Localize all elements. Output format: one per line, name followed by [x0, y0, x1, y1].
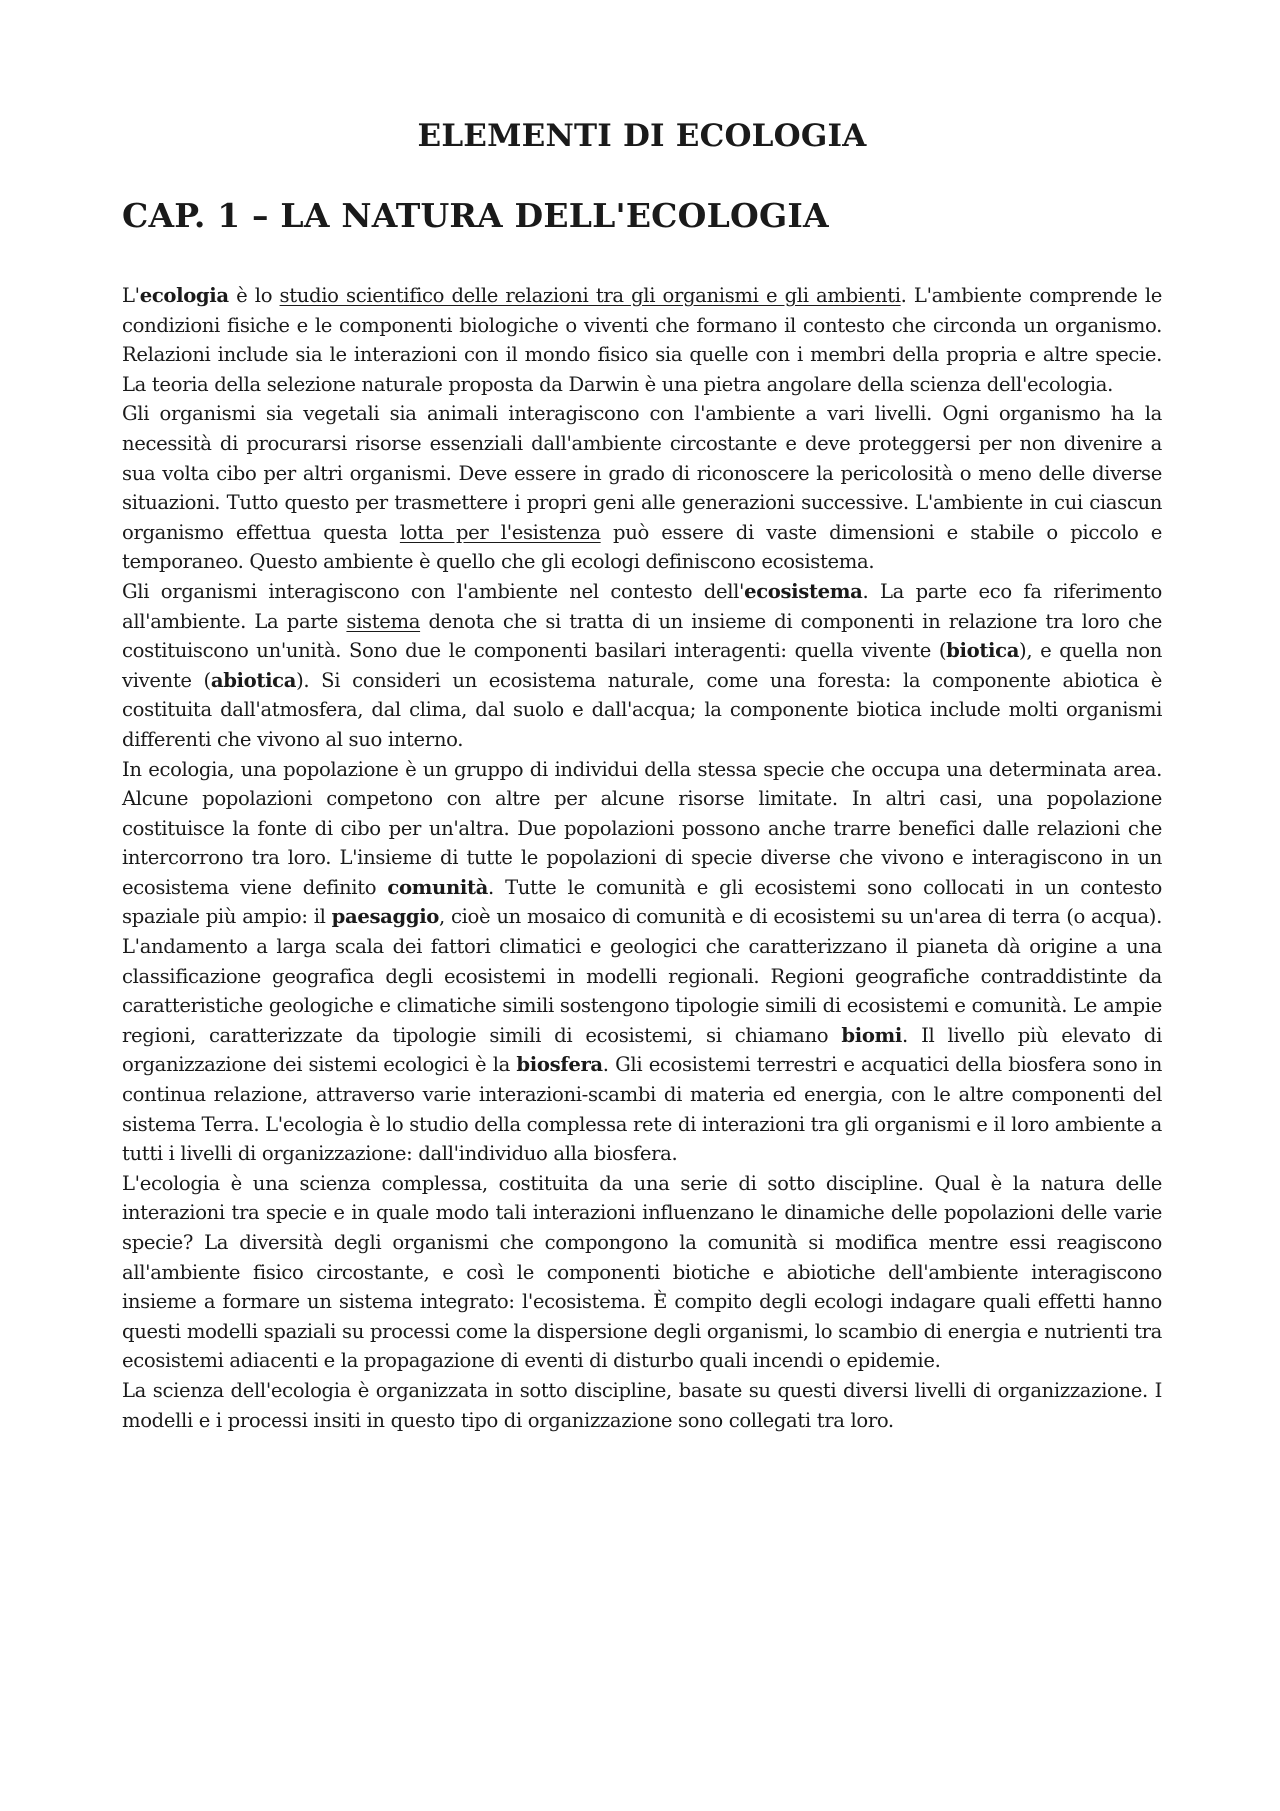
text-run: In ecologia, una popolazione è un gruppo di individui della stessa specie che occupa una determinata area. Alcune popolazioni competono con altre per alcune risorse limitate. In altri casi, una popolazione costituisce la fonte di cibo per un'altra. Due popolazioni possono anche trarre benefici dalle relazioni che intercorrono tra loro. L'insieme di tutte le popolazioni di specie diverse che vivono e interagiscono in un ecosistema viene definito — [122, 757, 1162, 899]
text-run: L' — [122, 284, 140, 307]
text-run: ), e quella non vivente ( — [122, 639, 1162, 692]
bold-term: comunità — [387, 875, 488, 899]
paragraph — [122, 399, 1162, 577]
paragraph — [122, 577, 1162, 755]
chapter-title: CAP. 1 – LA NATURA DELL'ECOLOGIA — [122, 196, 829, 235]
text-run: , cioè un mosaico di comunità e di ecosistemi su un'area di terra (o acqua). L'andamento a larga scala dei fattori climatici e geologici che caratterizzano il pianeta dà origine a una classificazione geografica degli ecosistemi in modelli regionali. Regioni geografiche contraddistinte da caratteristiche geologiche e climatiche simili sostengono tipologie simili di ecosistemi e comunità. Le ampie regioni, caratterizzate da tipologie simili di ecosistemi, si chiamano — [122, 905, 1162, 1047]
text-run: La scienza dell'ecologia è organizzata in sotto discipline, basate su questi diversi livelli di organizzazione. I modelli e i processi insiti in questo tipo di organizzazione sono collegati tra loro. — [122, 1378, 1162, 1432]
paragraph — [122, 1169, 1162, 1376]
underlined-phrase: studio scientifico delle relazioni tra gli organismi e gli ambienti — [279, 284, 901, 307]
paragraph — [122, 1376, 1162, 1435]
text-run: Gli organismi sia vegetali sia animali interagiscono con l'ambiente a vari livelli. Ogni organismo ha la necessità di procurarsi risorse essenziali dall'ambiente circostante e deve proteggersi per non divenire a sua volta cibo per altri organismi. Deve essere in grado di riconoscere la pericolosità o meno delle diverse situazioni. Tutto questo per trasmettere i propri geni alle generazioni successive. L'ambiente in cui ciascun organismo effettua questa — [122, 402, 1162, 544]
text-run: L'ecologia è una scienza complessa, costituita da una serie di sotto discipline. Qual è la natura delle interazioni tra specie e in quale modo tali interazioni influenzano le dinamiche delle popolazioni delle varie specie? La diversità degli organismi che compongono la comunità si modifica mentre essi reagiscono all'ambiente fisico circostante, e così le componenti biotiche e abiotiche dell'ambiente interagiscono insieme a formare un sistema integrato: l'ecosistema. È compito degli ecologi indagare quali effetti hanno questi modelli spaziali su processi come la dispersione degli organismi, lo scambio di energia e nutrienti tra ecosistemi adiacenti e la propagazione di eventi di disturbo quali incendi o epidemie. — [122, 1171, 1162, 1373]
bold-term: paesaggio — [331, 905, 440, 929]
text-run: denota che si tratta di un insieme di componenti in relazione tra loro che costituiscono un'unità. Sono due le componenti basilari interagenti: quella vivente ( — [122, 609, 1162, 663]
bold-term: ecologia — [139, 284, 229, 307]
text-run: può essere di vaste dimensioni e stabile o piccolo e temporaneo. Questo ambiente è quello che gli ecologi definiscono ecosistema. — [122, 520, 1163, 574]
body-text — [122, 281, 1162, 1435]
text-run: . Gli ecosistemi terrestri e acquatici della biosfera sono in continua relazione, attraverso varie interazioni-scambi di materia ed energia, con le altre componenti del sistema Terra. L'ecologia è lo studio della complessa rete di interazioni tra gli organismi e il loro ambiente a tutti i livelli di organizzazione: dall'individuo alla biosfera. — [122, 1053, 1162, 1166]
text-run: . L'ambiente comprende le condizioni fisiche e le componenti biologiche o viventi che formano il contesto che circonda un organismo. Relazioni include sia le interazioni con il mondo fisico sia quelle con i membri della propria e altre specie. La teoria della selezione naturale proposta da Darwin è una pietra angolare della scienza dell'ecologia. — [122, 284, 1163, 396]
bold-term: biotica — [946, 639, 1020, 663]
document-page — [122, 118, 1162, 1435]
bold-term: abiotica — [210, 668, 297, 692]
underlined-phrase: lotta per l'esistenza — [399, 520, 601, 544]
bold-term: ecosistema — [744, 579, 863, 603]
document-title: ELEMENTI DI ECOLOGIA — [417, 118, 867, 154]
text-run: . Tutte le comunità e gli ecosistemi sono collocati in un contesto spaziale più ampio: il — [122, 875, 1163, 929]
bold-term: biomi — [841, 1023, 903, 1047]
text-run: Gli organismi interagiscono con l'ambiente nel contesto dell' — [122, 579, 745, 603]
bold-term: biosfera — [516, 1053, 603, 1077]
paragraph — [122, 281, 1162, 399]
text-run: è lo — [228, 284, 280, 307]
paragraph — [122, 755, 1162, 1169]
underlined-phrase: sistema — [346, 609, 421, 633]
text-run: ). Si consideri un ecosistema naturale, come una foresta: la componente abiotica è costituita dall'atmosfera, dal clima, dal suolo e dall'acqua; la componente biotica include molti organismi differenti che vivono al suo interno. — [122, 668, 1163, 751]
text-run: . Il livello più elevato di organizzazione dei sistemi ecologici è la — [122, 1023, 1162, 1077]
text-run: . La parte eco fa riferimento all'ambiente. La parte — [122, 579, 1162, 633]
